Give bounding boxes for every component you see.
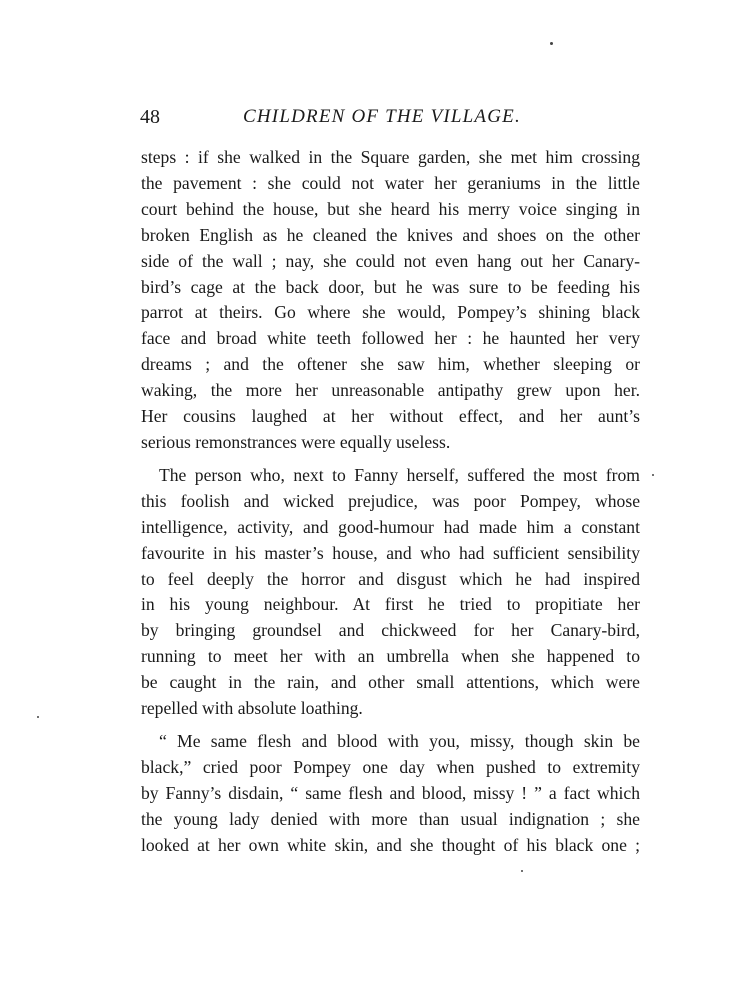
text-line: face and broad white teeth followed her : he haunted her very: [141, 328, 640, 349]
text-line: court behind the house, but she heard his merry voice singing in: [141, 198, 640, 219]
text-line: this foolish and wicked prejudice, was poor Pompey, whose: [141, 490, 640, 511]
text-line: black,” cried poor Pompey one day when pushed to extremity: [141, 756, 640, 777]
text-line: looked at her own white skin, and she thought of his black one ;: [141, 834, 640, 855]
paragraph-1: [141, 145, 640, 456]
print-speck: [37, 716, 39, 718]
print-speck: [652, 474, 654, 476]
paragraph-gap: [141, 722, 640, 729]
print-speck: [521, 870, 523, 872]
text-line: dreams ; and the oftener she saw him, whether sleeping or: [141, 354, 640, 375]
text-line: The person who, next to Fanny herself, suffered the most from: [159, 464, 640, 485]
text-line: the young lady denied with more than usual indignation ; she: [141, 808, 640, 829]
print-speck: [550, 42, 553, 45]
paragraph-2: [141, 463, 640, 722]
text-line: Her cousins laughed at her without effect, and her aunt’s: [141, 406, 640, 427]
text-line: by bringing groundsel and chickweed for her Canary-bird,: [141, 620, 640, 641]
text-line: running to meet her with an umbrella when she happened to: [141, 646, 640, 667]
text-line: parrot at theirs. Go where she would, Pompey’s shining black: [141, 302, 640, 323]
text-line: waking, the more her unreasonable antipathy grew upon her.: [141, 380, 640, 401]
text-line: “ Me same flesh and blood with you, missy, though skin be: [159, 730, 640, 751]
text-line: bird’s cage at the back door, but he was sure to be feeding his: [141, 276, 640, 297]
body-text: [141, 145, 640, 858]
text-line: broken English as he cleaned the knives and shoes on the other: [141, 224, 640, 245]
text-line: the pavement : she could not water her geraniums in the little: [141, 172, 640, 193]
text-line: to feel deeply the horror and disgust which he had inspired: [141, 568, 640, 589]
text-line: be caught in the rain, and other small attentions, which were: [141, 672, 640, 693]
text-line: steps : if she walked in the Square garden, she met him crossing: [141, 147, 640, 167]
text-line: side of the wall ; nay, she could not even hang out her Canary-: [141, 250, 640, 271]
text-line: intelligence, activity, and good-humour had made him a constant: [141, 516, 640, 537]
text-line: by Fanny’s disdain, “ same flesh and blood, missy ! ” a fact which: [141, 782, 640, 803]
paragraph-gap: [141, 456, 640, 463]
running-title: CHILDREN OF THE VILLAGE.: [243, 106, 521, 127]
page-number: 48: [140, 106, 160, 128]
text-line: in his young neighbour. At first he tried to propitiate her: [141, 594, 640, 615]
text-line: serious remonstrances were equally useless.: [141, 431, 451, 452]
text-line: repelled with absolute loathing.: [141, 698, 363, 719]
paragraph-3: [141, 729, 640, 859]
page-header: [140, 104, 640, 134]
text-line: favourite in his master’s house, and who had sufficient sensibility: [141, 542, 640, 563]
